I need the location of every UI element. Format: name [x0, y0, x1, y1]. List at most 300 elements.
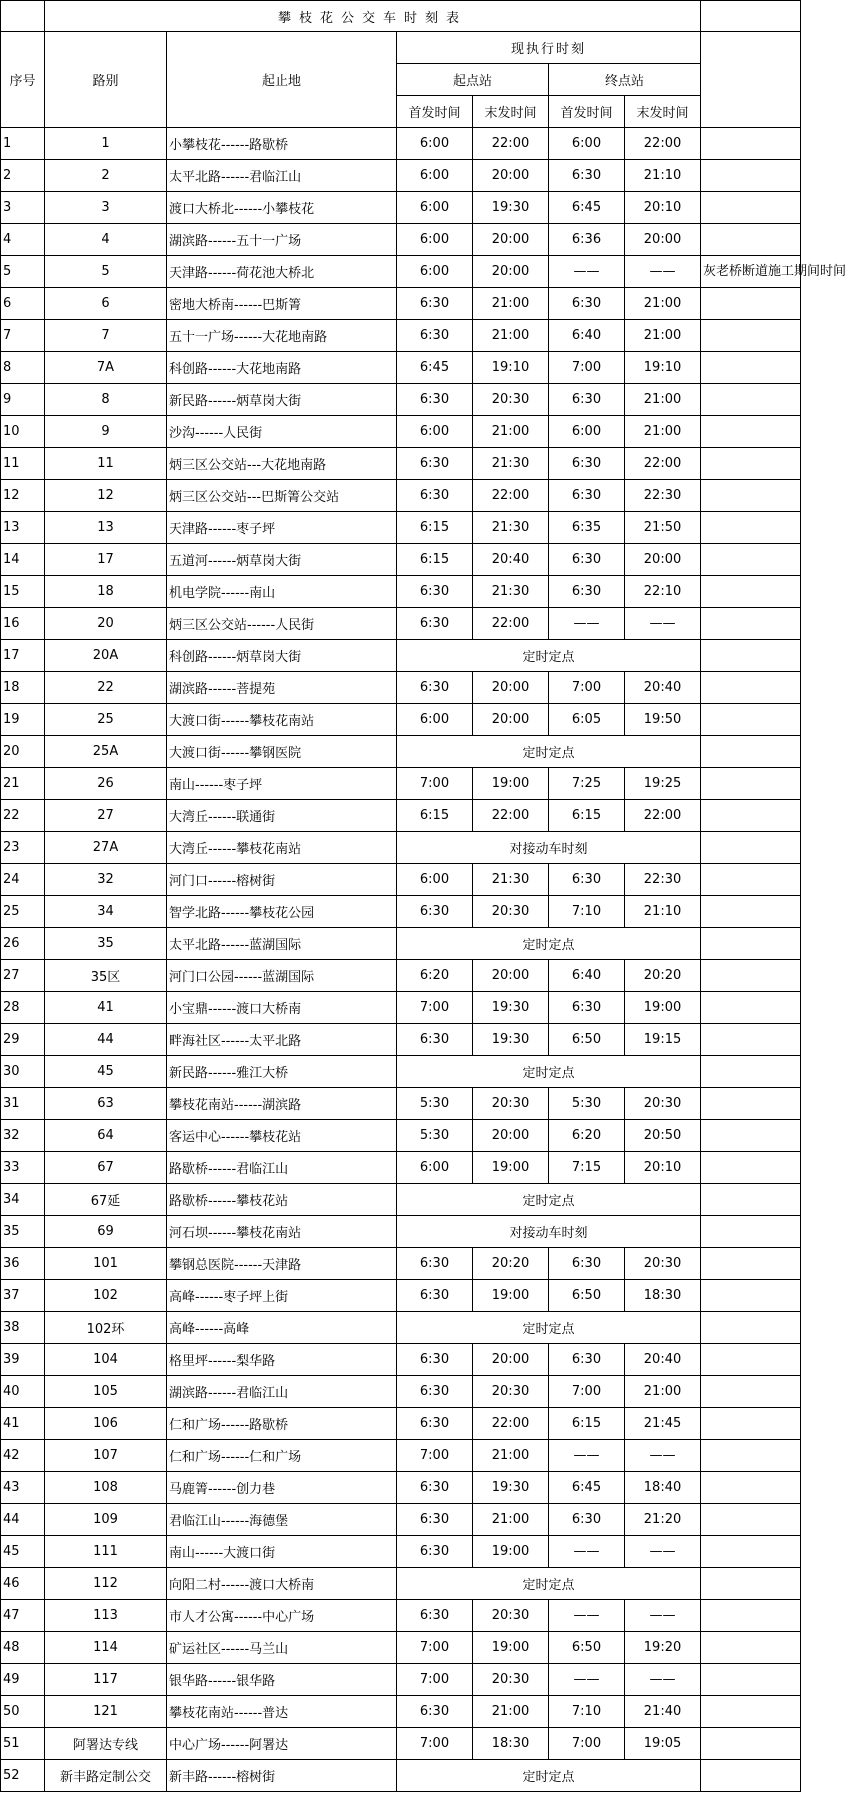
- table-row: [1, 928, 801, 960]
- cell-seq: 14: [1, 544, 45, 576]
- cell-route: 18: [45, 576, 167, 608]
- cell-origin-last: 21:00: [473, 416, 549, 448]
- cell-terminal-first: 6:00: [549, 416, 625, 448]
- cell-terminal-last: 22:00: [625, 448, 701, 480]
- cell-origin-last: 20:40: [473, 544, 549, 576]
- cell-terminal-first: 6:30: [549, 864, 625, 896]
- cell-endpoints: 高峰------高峰: [167, 1312, 397, 1344]
- header-origin-first: 首发时间: [397, 96, 473, 128]
- cell-route: 67: [45, 1152, 167, 1184]
- table-row: [1, 1696, 801, 1728]
- cell-route: 8: [45, 384, 167, 416]
- cell-note: [701, 896, 801, 928]
- cell-origin-last: 21:00: [473, 320, 549, 352]
- cell-origin-first: 6:00: [397, 864, 473, 896]
- cell-schedule-note: 定时定点: [397, 1184, 701, 1216]
- cell-endpoints: 太平北路------君临江山: [167, 160, 397, 192]
- cell-endpoints: 小宝鼎------渡口大桥南: [167, 992, 397, 1024]
- cell-endpoints: 新民路------雅江大桥: [167, 1056, 397, 1088]
- cell-seq: 15: [1, 576, 45, 608]
- cell-note: [701, 832, 801, 864]
- table-row: [1, 1728, 801, 1760]
- cell-origin-first: 6:30: [397, 1600, 473, 1632]
- cell-origin-last: 21:30: [473, 512, 549, 544]
- cell-route: 114: [45, 1632, 167, 1664]
- cell-origin-last: 20:30: [473, 1088, 549, 1120]
- cell-note: [701, 416, 801, 448]
- table-row: [1, 1408, 801, 1440]
- cell-terminal-last: 21:50: [625, 512, 701, 544]
- cell-origin-first: 6:30: [397, 576, 473, 608]
- cell-terminal-last: 20:20: [625, 960, 701, 992]
- cell-seq: 30: [1, 1056, 45, 1088]
- cell-terminal-first: 6:40: [549, 320, 625, 352]
- cell-origin-first: 6:15: [397, 544, 473, 576]
- header-route: 路别: [45, 32, 167, 128]
- cell-seq: 7: [1, 320, 45, 352]
- table-row: [1, 192, 801, 224]
- cell-origin-first: 6:00: [397, 128, 473, 160]
- cell-seq: 22: [1, 800, 45, 832]
- table-row: [1, 832, 801, 864]
- cell-origin-first: 5:30: [397, 1120, 473, 1152]
- cell-note: [701, 768, 801, 800]
- cell-note: [701, 1728, 801, 1760]
- cell-seq: 47: [1, 1600, 45, 1632]
- cell-terminal-last: ——: [625, 1664, 701, 1696]
- cell-origin-first: 6:30: [397, 1696, 473, 1728]
- cell-origin-last: 22:00: [473, 480, 549, 512]
- table-row: [1, 448, 801, 480]
- cell-origin-first: 6:00: [397, 256, 473, 288]
- cell-origin-first: 6:30: [397, 448, 473, 480]
- cell-terminal-first: ——: [549, 256, 625, 288]
- cell-route: 63: [45, 1088, 167, 1120]
- cell-terminal-last: 20:30: [625, 1248, 701, 1280]
- cell-endpoints: 炳三区公交站---大花地南路: [167, 448, 397, 480]
- cell-origin-last: 21:00: [473, 1696, 549, 1728]
- cell-origin-last: 19:00: [473, 768, 549, 800]
- cell-note: [701, 480, 801, 512]
- cell-route: 108: [45, 1472, 167, 1504]
- cell-terminal-first: 6:30: [549, 576, 625, 608]
- cell-route: 117: [45, 1664, 167, 1696]
- cell-route: 2: [45, 160, 167, 192]
- cell-route: 25: [45, 704, 167, 736]
- cell-note: [701, 1376, 801, 1408]
- cell-note: [701, 1184, 801, 1216]
- cell-endpoints: 大湾丘------攀枝花南站: [167, 832, 397, 864]
- cell-origin-first: 5:30: [397, 1088, 473, 1120]
- cell-route: 7A: [45, 352, 167, 384]
- cell-route: 阿署达专线: [45, 1728, 167, 1760]
- cell-note: [701, 1504, 801, 1536]
- cell-note: [701, 1024, 801, 1056]
- cell-terminal-last: ——: [625, 1536, 701, 1568]
- cell-terminal-first: 6:20: [549, 1120, 625, 1152]
- cell-endpoints: 高峰------枣子坪上街: [167, 1280, 397, 1312]
- cell-origin-first: 6:30: [397, 1024, 473, 1056]
- cell-seq: 20: [1, 736, 45, 768]
- cell-terminal-first: 6:45: [549, 1472, 625, 1504]
- table-row: [1, 1216, 801, 1248]
- cell-terminal-last: 19:05: [625, 1728, 701, 1760]
- cell-origin-last: 21:30: [473, 864, 549, 896]
- cell-endpoints: 南山------大渡口街: [167, 1536, 397, 1568]
- cell-terminal-last: 20:30: [625, 1088, 701, 1120]
- cell-origin-last: 19:00: [473, 1152, 549, 1184]
- cell-terminal-first: 6:30: [549, 448, 625, 480]
- cell-endpoints: 机电学院------南山: [167, 576, 397, 608]
- cell-note: [701, 192, 801, 224]
- cell-seq: 3: [1, 192, 45, 224]
- cell-terminal-first: 6:15: [549, 800, 625, 832]
- cell-origin-last: 21:30: [473, 576, 549, 608]
- cell-terminal-last: 20:00: [625, 224, 701, 256]
- table-row: [1, 128, 801, 160]
- cell-terminal-first: 6:30: [549, 992, 625, 1024]
- table-row: [1, 1600, 801, 1632]
- cell-endpoints: 炳三区公交站---巴斯箐公交站: [167, 480, 397, 512]
- cell-route: 121: [45, 1696, 167, 1728]
- cell-terminal-last: 21:10: [625, 896, 701, 928]
- cell-seq: 18: [1, 672, 45, 704]
- table-row: [1, 288, 801, 320]
- cell-terminal-first: 6:35: [549, 512, 625, 544]
- header-endpoints: 起止地: [167, 32, 397, 128]
- cell-origin-last: 18:30: [473, 1728, 549, 1760]
- cell-seq: 10: [1, 416, 45, 448]
- cell-origin-first: 6:20: [397, 960, 473, 992]
- cell-origin-first: 6:30: [397, 896, 473, 928]
- cell-seq: 33: [1, 1152, 45, 1184]
- cell-seq: 42: [1, 1440, 45, 1472]
- table-row: [1, 800, 801, 832]
- cell-seq: 19: [1, 704, 45, 736]
- cell-route: 105: [45, 1376, 167, 1408]
- cell-terminal-first: 7:00: [549, 1376, 625, 1408]
- table-row: [1, 576, 801, 608]
- cell-terminal-first: 6:50: [549, 1280, 625, 1312]
- cell-note: [701, 512, 801, 544]
- table-row: [1, 256, 801, 288]
- cell-terminal-last: 21:00: [625, 288, 701, 320]
- cell-route: 12: [45, 480, 167, 512]
- cell-note: [701, 928, 801, 960]
- cell-terminal-first: 7:00: [549, 1728, 625, 1760]
- cell-endpoints: 南山------枣子坪: [167, 768, 397, 800]
- cell-route: 27A: [45, 832, 167, 864]
- cell-endpoints: 河门口------榕树街: [167, 864, 397, 896]
- cell-endpoints: 小攀枝花------路歇桥: [167, 128, 397, 160]
- cell-terminal-first: 6:00: [549, 128, 625, 160]
- table-row: [1, 768, 801, 800]
- cell-note: [701, 960, 801, 992]
- cell-note: [701, 352, 801, 384]
- cell-route: 1: [45, 128, 167, 160]
- cell-endpoints: 科创路------炳草岗大街: [167, 640, 397, 672]
- cell-origin-last: 19:30: [473, 1024, 549, 1056]
- cell-terminal-first: 6:30: [549, 480, 625, 512]
- cell-seq: 40: [1, 1376, 45, 1408]
- cell-origin-last: 22:00: [473, 608, 549, 640]
- table-row: [1, 992, 801, 1024]
- cell-note: [701, 608, 801, 640]
- cell-note: [701, 1568, 801, 1600]
- cell-terminal-last: 18:40: [625, 1472, 701, 1504]
- cell-terminal-first: 6:50: [549, 1632, 625, 1664]
- cell-terminal-first: 6:30: [549, 1504, 625, 1536]
- cell-origin-first: 6:30: [397, 672, 473, 704]
- table-row: [1, 160, 801, 192]
- cell-origin-last: 21:00: [473, 288, 549, 320]
- cell-origin-last: 20:00: [473, 224, 549, 256]
- cell-note: [701, 224, 801, 256]
- table-row: [1, 1664, 801, 1696]
- cell-seq: 52: [1, 1760, 45, 1792]
- cell-terminal-first: 7:25: [549, 768, 625, 800]
- cell-origin-first: 6:00: [397, 416, 473, 448]
- page-title: 攀枝花公交车时刻表: [45, 1, 701, 32]
- cell-seq: 44: [1, 1504, 45, 1536]
- cell-endpoints: 五十一广场------大花地南路: [167, 320, 397, 352]
- cell-seq: 5: [1, 256, 45, 288]
- cell-note: [701, 704, 801, 736]
- cell-seq: 21: [1, 768, 45, 800]
- cell-origin-first: 7:00: [397, 1440, 473, 1472]
- table-row: [1, 512, 801, 544]
- table-row: [1, 1344, 801, 1376]
- cell-seq: 38: [1, 1312, 45, 1344]
- cell-origin-first: 6:30: [397, 1280, 473, 1312]
- cell-endpoints: 银华路------银华路: [167, 1664, 397, 1696]
- cell-origin-last: 19:30: [473, 992, 549, 1024]
- cell-seq: 43: [1, 1472, 45, 1504]
- cell-route: 106: [45, 1408, 167, 1440]
- cell-route: 7: [45, 320, 167, 352]
- cell-seq: 51: [1, 1728, 45, 1760]
- cell-seq: 17: [1, 640, 45, 672]
- cell-endpoints: 中心广场------阿署达: [167, 1728, 397, 1760]
- cell-note: [701, 992, 801, 1024]
- cell-seq: 16: [1, 608, 45, 640]
- cell-seq: 50: [1, 1696, 45, 1728]
- header-terminal-last: 末发时间: [625, 96, 701, 128]
- cell-endpoints: 科创路------大花地南路: [167, 352, 397, 384]
- cell-terminal-last: 21:00: [625, 1376, 701, 1408]
- cell-endpoints: 湖滨路------五十一广场: [167, 224, 397, 256]
- table-row: [1, 1504, 801, 1536]
- cell-terminal-first: 6:40: [549, 960, 625, 992]
- title-blank-cell: [1, 1, 45, 32]
- cell-route: 27: [45, 800, 167, 832]
- cell-terminal-last: 22:30: [625, 864, 701, 896]
- cell-endpoints: 天津路------枣子坪: [167, 512, 397, 544]
- cell-terminal-first: 6:50: [549, 1024, 625, 1056]
- cell-endpoints: 路歇桥------君临江山: [167, 1152, 397, 1184]
- header-seq: 序号: [1, 32, 45, 128]
- cell-terminal-last: 21:00: [625, 320, 701, 352]
- cell-route: 新丰路定制公交: [45, 1760, 167, 1792]
- cell-origin-last: 20:20: [473, 1248, 549, 1280]
- cell-route: 69: [45, 1216, 167, 1248]
- cell-note: [701, 1120, 801, 1152]
- cell-route: 34: [45, 896, 167, 928]
- cell-origin-first: 6:30: [397, 384, 473, 416]
- cell-endpoints: 攀钢总医院------天津路: [167, 1248, 397, 1280]
- cell-origin-last: 20:00: [473, 960, 549, 992]
- cell-endpoints: 马鹿箐------创力巷: [167, 1472, 397, 1504]
- table-row: [1, 1472, 801, 1504]
- cell-origin-last: 20:30: [473, 384, 549, 416]
- cell-origin-last: 20:00: [473, 256, 549, 288]
- cell-schedule-note: 对接动车时刻: [397, 1216, 701, 1248]
- cell-schedule-note: 定时定点: [397, 640, 701, 672]
- cell-origin-first: 6:15: [397, 800, 473, 832]
- cell-endpoints: 大湾丘------联通街: [167, 800, 397, 832]
- cell-seq: 25: [1, 896, 45, 928]
- cell-origin-last: 20:00: [473, 704, 549, 736]
- cell-endpoints: 市人才公寓------中心广场: [167, 1600, 397, 1632]
- cell-terminal-first: 7:00: [549, 352, 625, 384]
- cell-route: 22: [45, 672, 167, 704]
- cell-note: [701, 1152, 801, 1184]
- cell-route: 20A: [45, 640, 167, 672]
- cell-endpoints: 仁和广场------路歇桥: [167, 1408, 397, 1440]
- cell-endpoints: 新民路------炳草岗大街: [167, 384, 397, 416]
- cell-route: 35: [45, 928, 167, 960]
- table-row: [1, 1440, 801, 1472]
- cell-terminal-first: 6:36: [549, 224, 625, 256]
- cell-terminal-first: 5:30: [549, 1088, 625, 1120]
- cell-route: 9: [45, 416, 167, 448]
- cell-origin-last: 19:30: [473, 1472, 549, 1504]
- cell-terminal-first: 6:30: [549, 288, 625, 320]
- cell-route: 102环: [45, 1312, 167, 1344]
- cell-terminal-last: 20:10: [625, 1152, 701, 1184]
- cell-terminal-last: 20:00: [625, 544, 701, 576]
- cell-origin-last: 19:00: [473, 1280, 549, 1312]
- cell-origin-first: 6:30: [397, 1344, 473, 1376]
- cell-endpoints: 畔海社区------太平北路: [167, 1024, 397, 1056]
- cell-route: 102: [45, 1280, 167, 1312]
- cell-seq: 45: [1, 1536, 45, 1568]
- table-row: [1, 1024, 801, 1056]
- cell-terminal-last: 19:25: [625, 768, 701, 800]
- cell-endpoints: 矿运社区------马兰山: [167, 1632, 397, 1664]
- cell-seq: 37: [1, 1280, 45, 1312]
- cell-origin-last: 19:30: [473, 192, 549, 224]
- cell-route: 45: [45, 1056, 167, 1088]
- cell-terminal-last: 20:10: [625, 192, 701, 224]
- cell-note: [701, 384, 801, 416]
- cell-endpoints: 五道河------炳草岗大街: [167, 544, 397, 576]
- cell-route: 67延: [45, 1184, 167, 1216]
- cell-endpoints: 河石坝------攀枝花南站: [167, 1216, 397, 1248]
- cell-route: 26: [45, 768, 167, 800]
- cell-terminal-last: ——: [625, 1600, 701, 1632]
- cell-terminal-first: 6:45: [549, 192, 625, 224]
- cell-note: [701, 672, 801, 704]
- cell-origin-first: 6:00: [397, 704, 473, 736]
- cell-note: [701, 1088, 801, 1120]
- table-row: [1, 704, 801, 736]
- header-current-schedule: 现执行时刻: [397, 32, 701, 64]
- cell-terminal-first: 6:30: [549, 160, 625, 192]
- cell-note: [701, 1664, 801, 1696]
- table-row: [1, 1312, 801, 1344]
- cell-origin-first: 7:00: [397, 768, 473, 800]
- cell-terminal-first: 6:30: [549, 1248, 625, 1280]
- cell-endpoints: 攀枝花南站------湖滨路: [167, 1088, 397, 1120]
- cell-endpoints: 湖滨路------菩提苑: [167, 672, 397, 704]
- cell-route: 13: [45, 512, 167, 544]
- cell-note: [701, 1472, 801, 1504]
- table-row: [1, 896, 801, 928]
- cell-origin-first: 6:30: [397, 320, 473, 352]
- cell-note: [701, 1600, 801, 1632]
- cell-origin-last: 21:00: [473, 1504, 549, 1536]
- table-row: [1, 1248, 801, 1280]
- cell-route: 17: [45, 544, 167, 576]
- cell-note: [701, 1344, 801, 1376]
- cell-seq: 32: [1, 1120, 45, 1152]
- cell-origin-first: 6:15: [397, 512, 473, 544]
- header-origin-last: 末发时间: [473, 96, 549, 128]
- cell-origin-first: 6:30: [397, 1248, 473, 1280]
- table-row: [1, 416, 801, 448]
- cell-terminal-last: 19:10: [625, 352, 701, 384]
- cell-origin-first: 6:30: [397, 1472, 473, 1504]
- table-row: [1, 480, 801, 512]
- cell-note: [701, 160, 801, 192]
- cell-note: [701, 1280, 801, 1312]
- cell-origin-last: 22:00: [473, 1408, 549, 1440]
- table-row: [1, 1536, 801, 1568]
- cell-seq: 41: [1, 1408, 45, 1440]
- cell-route: 44: [45, 1024, 167, 1056]
- cell-note: [701, 1408, 801, 1440]
- cell-seq: 1: [1, 128, 45, 160]
- cell-note: 灰老桥断道施工期间时间: [701, 256, 801, 288]
- table-row: [1, 1280, 801, 1312]
- cell-route: 25A: [45, 736, 167, 768]
- cell-origin-first: 6:30: [397, 480, 473, 512]
- cell-terminal-last: 21:45: [625, 1408, 701, 1440]
- cell-terminal-last: 19:20: [625, 1632, 701, 1664]
- cell-terminal-first: 6:30: [549, 384, 625, 416]
- cell-endpoints: 太平北路------蓝湖国际: [167, 928, 397, 960]
- cell-endpoints: 智学北路------攀枝花公园: [167, 896, 397, 928]
- cell-seq: 26: [1, 928, 45, 960]
- cell-schedule-note: 定时定点: [397, 736, 701, 768]
- table-row: [1, 736, 801, 768]
- cell-note: [701, 640, 801, 672]
- cell-seq: 6: [1, 288, 45, 320]
- cell-origin-last: 21:00: [473, 1440, 549, 1472]
- table-row: [1, 672, 801, 704]
- cell-seq: 12: [1, 480, 45, 512]
- cell-terminal-last: 21:40: [625, 1696, 701, 1728]
- cell-route: 3: [45, 192, 167, 224]
- cell-endpoints: 炳三区公交站------人民街: [167, 608, 397, 640]
- table-row: [1, 960, 801, 992]
- cell-seq: 8: [1, 352, 45, 384]
- cell-seq: 39: [1, 1344, 45, 1376]
- header-note-blank: [701, 32, 801, 128]
- cell-seq: 48: [1, 1632, 45, 1664]
- table-row: [1, 224, 801, 256]
